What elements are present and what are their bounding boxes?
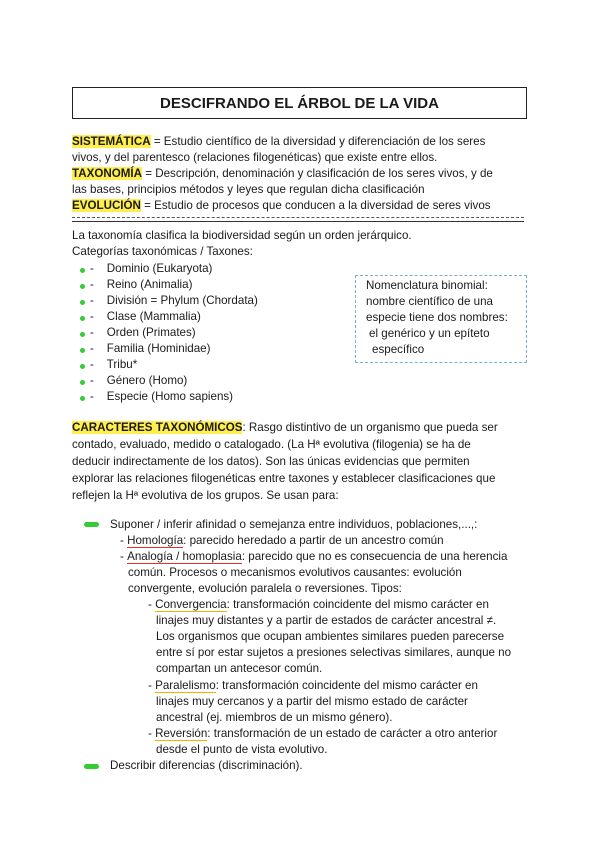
homologia-text: : parecido heredado a partir de un ancestro común (183, 534, 444, 547)
convergencia-cont: entre sí por estar sujetos a presiones selectivas similares, aunque no (156, 646, 512, 659)
bullet-icon (80, 300, 85, 305)
paralelismo-text: : transformación coincidente del mismo carácter en (215, 679, 478, 692)
bullet-icon (84, 764, 99, 769)
caracteres-paragraph (72, 420, 498, 436)
list-item: - Especie (Homo sapiens) (90, 390, 234, 403)
use-item-affinity: Suponer / inferir afinidad o semejanza entre individuos, poblaciones,...,: (110, 518, 478, 531)
homologia-line: - Homología: parecido heredado a partir de un ancestro común (120, 534, 444, 547)
analogia-cont: convergente, evolución paralela o reversiones. Tipos: (128, 582, 402, 595)
convergencia-text: : transformación coincidente del mismo carácter en (226, 598, 489, 611)
intro-line: Categorías taxonómicas / Taxones: (72, 245, 253, 258)
paralelismo-cont: ancestral (ej. miembros de un mismo género). (156, 711, 393, 724)
reversion-cont: desde el punto de vista evolutivo. (156, 743, 328, 756)
caracteres-line: explorar las relaciones filogenéticas entre taxones y establecer clasificaciones que (72, 472, 496, 485)
list-item: - Orden (Primates) (90, 326, 196, 339)
bullet-icon (80, 396, 85, 401)
bullet-icon (80, 380, 85, 385)
bullet-icon (80, 316, 85, 321)
nomenclature-line: el genérico y un epíteto (369, 327, 490, 340)
nomenclature-line: especie tiene dos nombres: (366, 311, 508, 324)
list-item: - Clase (Mammalia) (90, 310, 201, 323)
bullet-icon (80, 284, 85, 289)
bullet-icon (80, 268, 85, 273)
reversion-line: - Reversión: transformación de un estado de carácter a otro anterior (148, 727, 498, 740)
def-evolucion (72, 198, 491, 214)
def-sistematica (72, 134, 485, 150)
term-paralelismo: Paralelismo (155, 679, 216, 692)
convergencia-cont: Los organismos que ocupan ambientes similares pueden parecerse (156, 630, 505, 643)
term-reversion: Reversión (155, 727, 208, 740)
analogia-text: : parecido que no es consecuencia de una herencia (241, 550, 508, 563)
def-sistematica-cont: vivos, y del parentesco (relaciones filogenéticas) que existe entre ellos. (72, 151, 438, 164)
bullet-icon (80, 348, 85, 353)
term-taxonomia: TAXONOMÍA (72, 167, 142, 180)
bullet-icon (80, 364, 85, 369)
list-item: - Dominio (Eukaryota) (90, 262, 213, 275)
term-convergencia: Convergencia (155, 598, 227, 611)
analogia-line: - Analogía / homoplasia: parecido que no es consecuencia de una herencia (120, 550, 508, 563)
nomenclature-line: Nomenclatura binomial: (366, 279, 488, 292)
term-evolucion: EVOLUCIÓN (72, 199, 141, 212)
use-item-differences: Describir diferencias (discriminación). (110, 759, 303, 772)
def-text: = Estudio de procesos que conducen a la diversidad de seres vivos (140, 199, 491, 212)
paralelismo-cont: linajes muy cercanos y a partir del mismo estado de carácter (156, 695, 468, 708)
bullet-icon (84, 522, 99, 527)
caracteres-line: deducir indirectamente de los datos). Son las únicas evidencias que permiten (72, 455, 470, 468)
def-taxonomia (72, 166, 493, 182)
analogia-cont: común. Procesos o mecanismos evolutivos causantes: evolución (128, 566, 462, 579)
caracteres-line: contado, evaluado, medido o catalogado. (La Hª evolutiva (filogenia) se ha de (72, 438, 471, 451)
convergencia-cont: compartan un antecesor común. (156, 662, 323, 675)
divider-dashed (72, 217, 524, 218)
nomenclature-line: específico (372, 343, 425, 356)
convergencia-cont: linajes muy distantes y a partir de estados de carácter ancestral ≠. (156, 614, 497, 627)
list-item: - Tribu* (90, 358, 138, 371)
caracteres-line: reflejen la Hª evolutiva de los grupos. Se usan para: (72, 489, 339, 502)
page-title: DESCIFRANDO EL ÁRBOL DE LA VIDA (72, 87, 527, 119)
convergencia-line: - Convergencia: transformación coincidente del mismo carácter en (148, 598, 489, 611)
term-analogia: Analogía / homoplasia (127, 550, 242, 563)
divider-solid (72, 221, 524, 222)
term-sistematica: SISTEMÁTICA (72, 135, 151, 148)
bullet-icon (80, 332, 85, 337)
nomenclature-line: nombre científico de una (366, 295, 493, 308)
term-caracteres: CARACTERES TAXONÓMICOS (72, 421, 243, 434)
def-text: = Estudio científico de la diversidad y diferenciación de los seres (150, 135, 486, 148)
paralelismo-line: - Paralelismo: transformación coincidente del mismo carácter en (148, 679, 478, 692)
term-homologia: Homología (127, 534, 184, 547)
list-item: - Reino (Animalia) (90, 278, 193, 291)
caracteres-text: : Rasgo distintivo de un organismo que pueda ser (242, 421, 498, 434)
list-item: - Familia (Hominidae) (90, 342, 211, 355)
def-text: = Descripción, denominación y clasificación de los seres vivos, y de (142, 167, 493, 180)
list-item: - Género (Homo) (90, 374, 188, 387)
def-taxonomia-cont: las bases, principios métodos y leyes que regulan dicha clasificación (72, 183, 425, 196)
intro-line: La taxonomía clasifica la biodiversidad según un orden jerárquico. (72, 229, 412, 242)
reversion-text: : transformación de un estado de carácter a otro anterior (207, 727, 498, 740)
list-item: - División = Phylum (Chordata) (90, 294, 258, 307)
